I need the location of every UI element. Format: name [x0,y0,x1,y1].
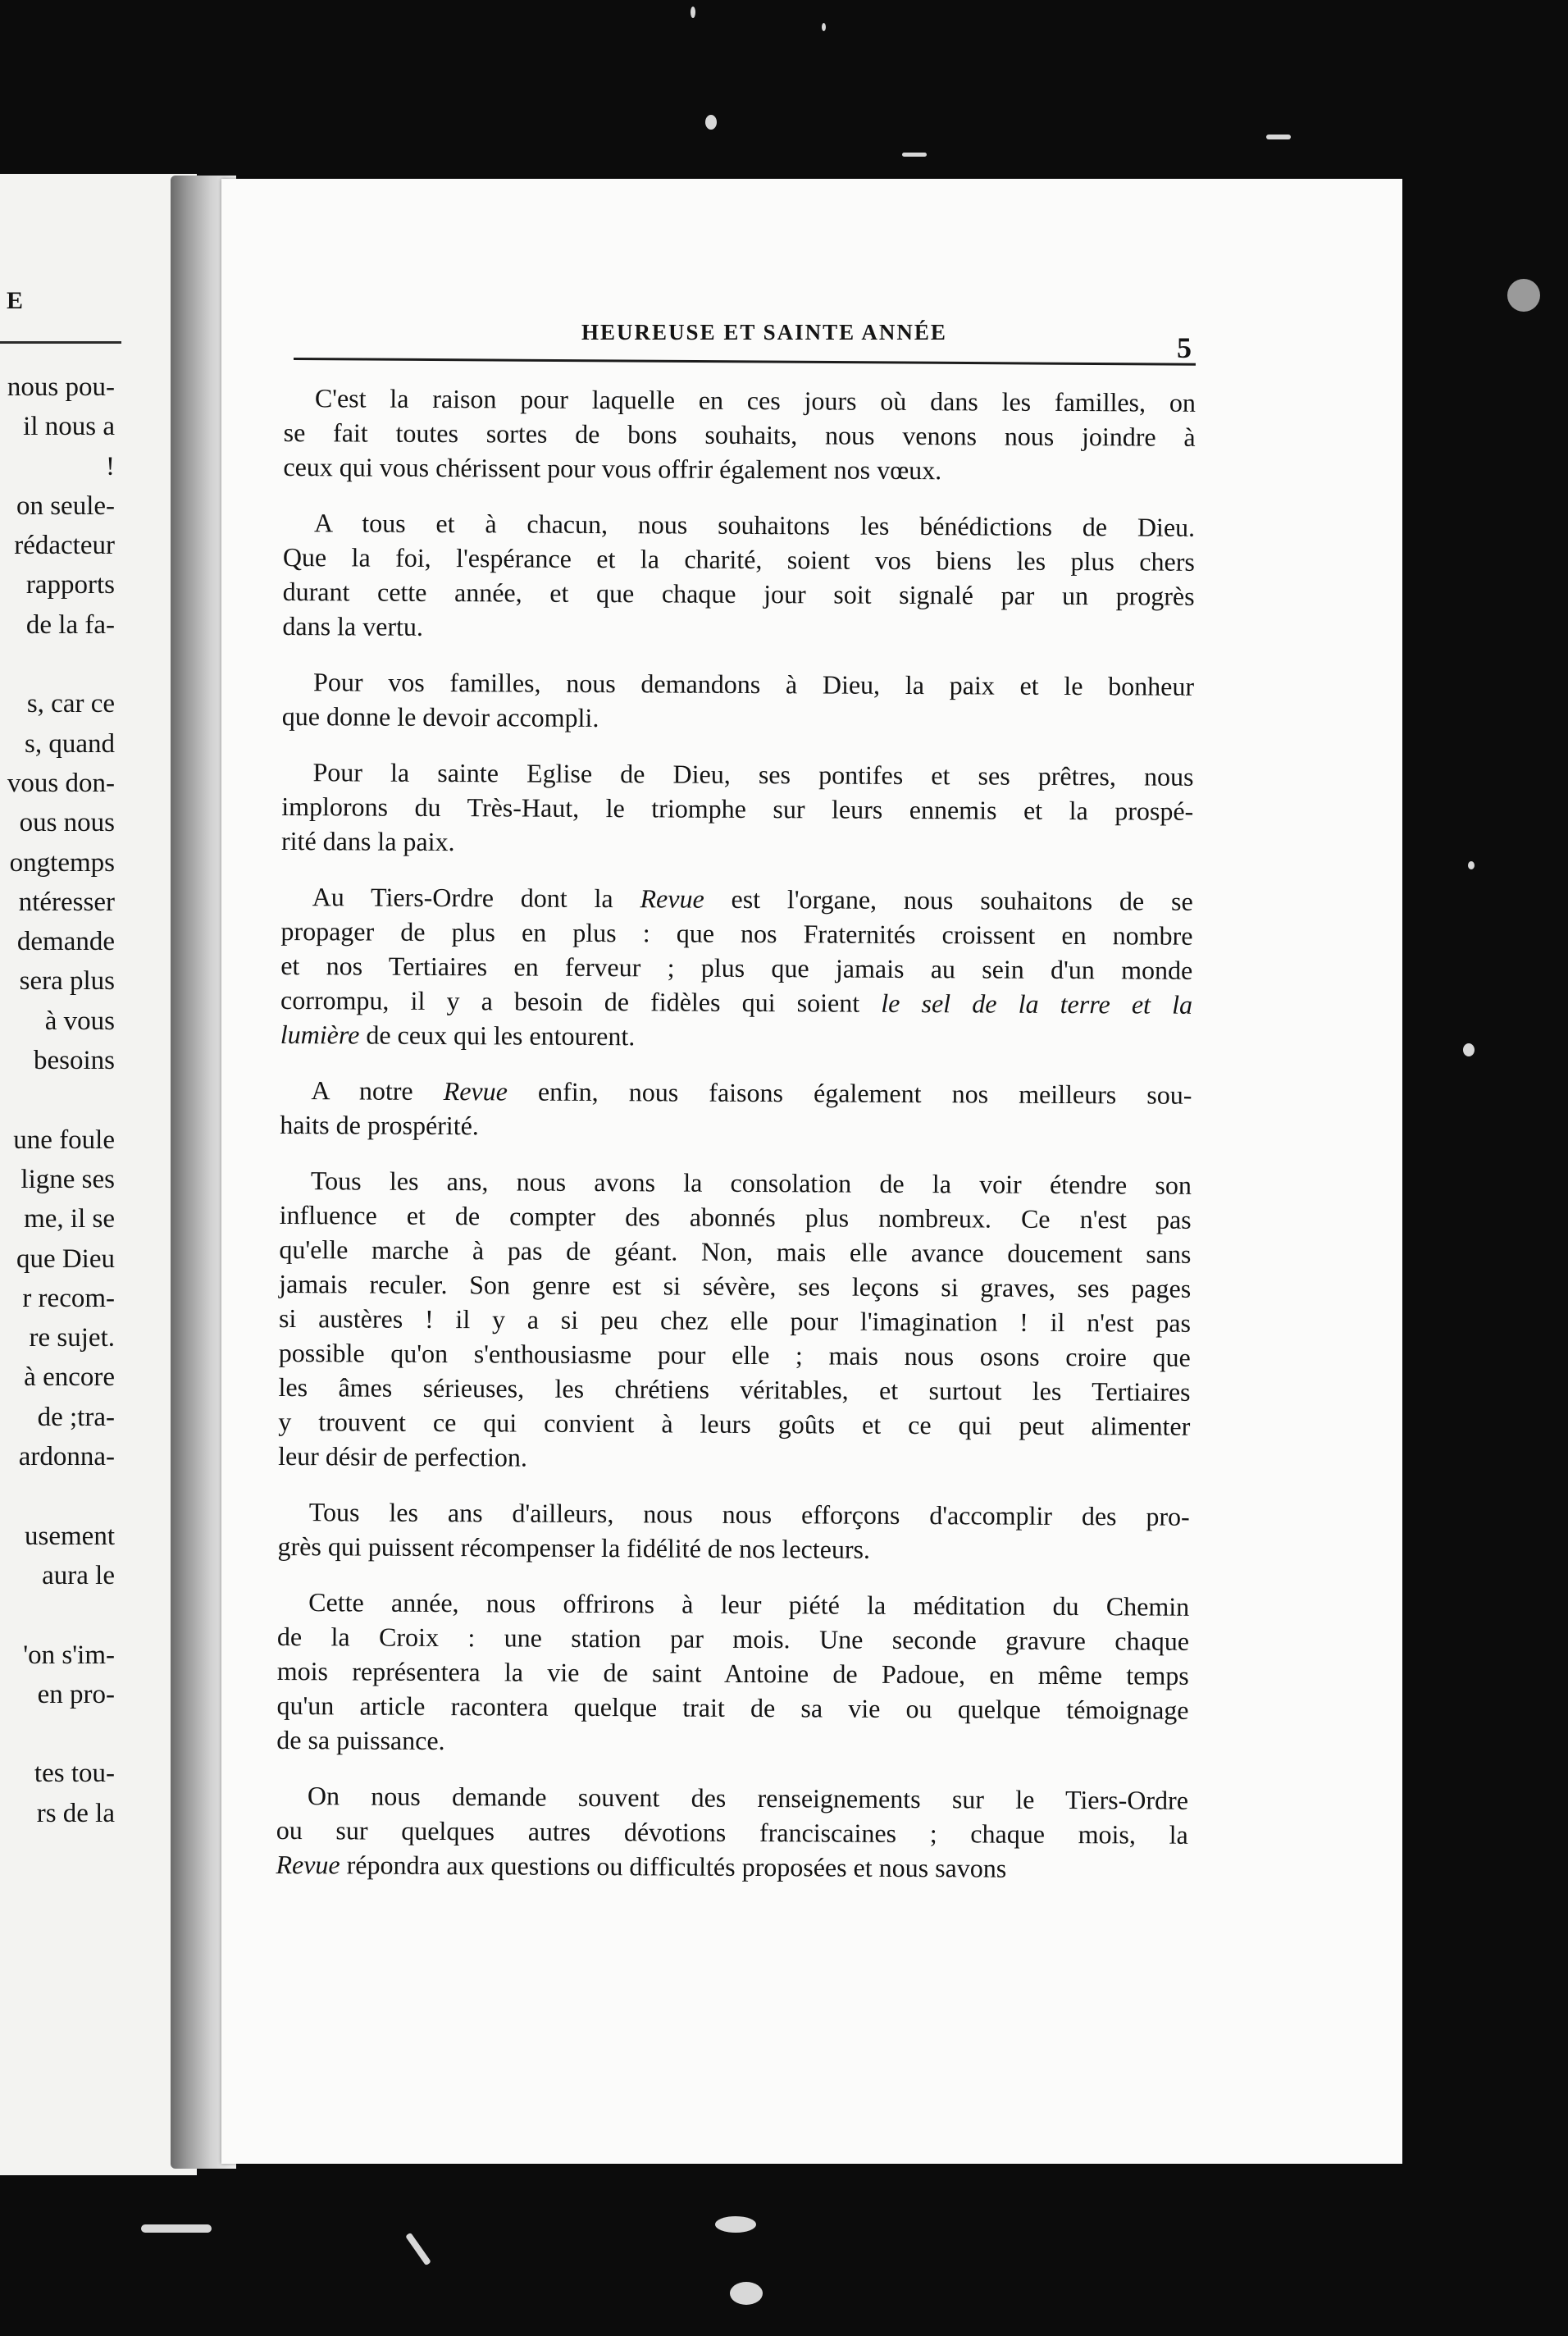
left-page-line: usement [25,1521,115,1551]
left-page-line: ligne ses [21,1164,115,1194]
text-line: implorons du Très-Haut, le triomphe sur leurs ennemis et la prospé- [281,791,1194,826]
paragraph [276,1778,1188,1887]
scan-speck [141,2224,212,2233]
text-line: Que la foi, l'espérance et la charité, soient vos biens les plus chers [282,541,1195,577]
paragraph [282,505,1195,648]
scan-speck [1463,1043,1475,1056]
text-line: rité dans la paix. [280,825,455,857]
left-page-line: que Dieu [16,1243,115,1274]
left-page-line: r recom- [22,1283,115,1313]
left-page-line: ongtemps [9,847,115,878]
text-line: les âmes sérieuses, les chrétiens véritables, et surtout les Tertiaires [278,1371,1191,1407]
paragraph [276,1585,1189,1762]
paragraph [278,1163,1192,1478]
text-line: influence et de compter des abonnés plus nombreux. Ce n'est pas [279,1199,1192,1234]
text-line: Pour la sainte Eglise de Dieu, ses pontifes et ses prêtres, nous [312,757,1194,792]
text-line: et nos Tertiaires en ferveur ; plus que jamais au sein d'un monde [280,950,1193,985]
scan-speck [730,2282,763,2305]
text-line: Revue répondra aux questions ou difficultés proposées et nous savons [276,1849,1007,1883]
left-page-text [0,367,115,1833]
left-page-line: 'on s'im- [23,1640,115,1670]
text-line: jamais reculer. Son genre est si sévère, ses leçons si graves, ses pages [279,1268,1192,1303]
text-line: Au Tiers-Ordre dont la Revue est l'organe, nous souhaitons de se [312,882,1193,916]
running-head: HEUREUSE ET SAINTE ANNÉE [581,320,947,344]
scan-speck [405,2233,431,2266]
left-page-line: vous don- [7,768,115,798]
italic-term: le sel de la terre et la [881,988,1193,1020]
paragraph [277,1494,1189,1568]
scan-speck [822,23,826,31]
text-line: C'est la raison pour laquelle en ces jours où dans les familles, on [314,383,1196,417]
text-line: ou sur quelques autres dévotions franciscaines ; chaque mois, la [276,1814,1188,1850]
left-page-line: ! [106,451,115,481]
text-line: ceux qui vous chérissent pour vous offrir également nos vœux. [283,451,942,486]
scan-speck [715,2216,756,2233]
left-page-line [0,1476,115,1516]
text-line: lumière de ceux qui les entourent. [280,1019,636,1052]
scan-speck [902,153,927,157]
text-line: de sa puissance. [276,1724,445,1756]
text-line: que donne le devoir accompli. [281,700,599,733]
left-page-line: besoins [34,1046,115,1076]
page-number: 5 [1177,331,1192,364]
paragraph [283,381,1196,489]
scan-speck [1468,861,1475,869]
text-line: Cette année, nous offrirons à leur piété la méditation du Chemin [308,1587,1190,1622]
left-page-line: aura le [42,1560,115,1590]
text-line: grès qui puissent récompenser la fidélité de nos lecteurs. [277,1531,871,1564]
italic-term: Revue [640,883,704,914]
italic-term: Revue [276,1849,340,1880]
left-page-line [0,645,115,684]
text-line: A notre Revue enfin, nous faisons également nos meilleurs sou- [311,1075,1192,1110]
scan-speck [1266,135,1291,139]
paragraph [280,879,1193,1056]
left-page-line: rapports [25,570,115,600]
left-page-line: à encore [24,1362,115,1393]
left-page-line: une foule [13,1125,115,1155]
text-line: Pour vos familles, nous demandons à Dieu, la paix et le bonheur [312,667,1195,701]
text-line: Tous les ans, nous avons la consolation de la voir étendre son [310,1166,1192,1200]
left-page-line: nous pou- [7,372,115,402]
main-page [221,179,1402,2164]
text-line: possible qu'on s'enthousiasme pour elle ; mais nous osons croire que [278,1337,1191,1372]
left-page-line: de la fa- [25,609,115,640]
text-line: Tous les ans d'ailleurs, nous nous efforçons d'accomplir des pro- [308,1497,1190,1531]
scan-speck [705,115,717,130]
text-line: propager de plus en plus : que nos Fraternités croissent en nombre [280,915,1193,951]
text-line: On nous demande souvent des renseignements sur le Tiers-Ordre [307,1781,1189,1815]
italic-term: lumière [280,1019,360,1050]
left-page-line: à vous [44,1006,115,1036]
text-line: durant cette année, et que chaque jour soit signalé par un progrès [282,576,1195,611]
left-page-line: ntéresser [18,887,115,917]
text-line: si austères ! il y a si peu chez elle pour l'imagination ! il n'est pas [278,1303,1192,1338]
text-line: haits de prospérité. [280,1109,479,1141]
left-page-line: en pro- [37,1679,115,1709]
text-line: de la Croix : une station par mois. Une seconde gravure chaque [276,1621,1190,1656]
text-line: qu'elle marche à pas de géant. Non, mais elle avance doucement sans [279,1234,1192,1269]
body-text [276,381,1196,1887]
left-facing-page [0,174,197,2175]
left-page-line: on seule- [16,490,115,521]
text-line: qu'un article racontera quelque trait de sa vie ou quelque témoignage [276,1690,1189,1725]
left-page-line: me, il se [24,1204,115,1234]
left-page-line: demande [16,927,115,957]
left-page-line [0,1595,115,1635]
left-page-line: rédacteur [14,531,115,561]
text-line: mois représentera la vie de saint Antoine de Padoue, en même temps [276,1655,1189,1690]
left-page-line: s, car ce [26,689,115,719]
text-line: y trouvent ce qui convient à leurs goûts et ce qui peut alimenter [278,1406,1191,1441]
left-page-head-rule [0,341,121,344]
scan-speck [1507,279,1540,312]
italic-term: Revue [443,1076,508,1106]
left-page-line: s, quand [25,728,115,759]
paragraph [280,1073,1192,1147]
text-line: corrompu, il y a besoin de fidèles qui soient le sel de la terre et la [280,984,1193,1020]
left-page-line: ous nous [19,808,115,838]
text-line: dans la vertu. [282,610,424,641]
left-page-line: ardonna- [18,1442,115,1472]
left-page-line: rs de la [36,1798,115,1828]
scan-speck [691,7,695,18]
text-line: se fait toutes sortes de bons souhaits, nous venons nous joindre à [283,417,1196,452]
left-page-line: de ;tra- [37,1402,115,1432]
running-head-rule [294,358,1196,366]
left-page-line: tes tou- [34,1759,115,1789]
text-line: A tous et à chacun, nous souhaitons les bénédictions de Dieu. [313,508,1196,542]
left-page-line [0,1080,115,1120]
left-page-running-head: E [7,287,25,314]
left-page-line [0,1714,115,1754]
paragraph [281,755,1194,863]
left-page-line: re sujet. [29,1323,115,1353]
left-page-line: il nous a [23,412,115,442]
paragraph [282,664,1194,738]
text-line: leur désir de perfection. [278,1440,528,1472]
left-page-line: sera plus [19,966,115,997]
